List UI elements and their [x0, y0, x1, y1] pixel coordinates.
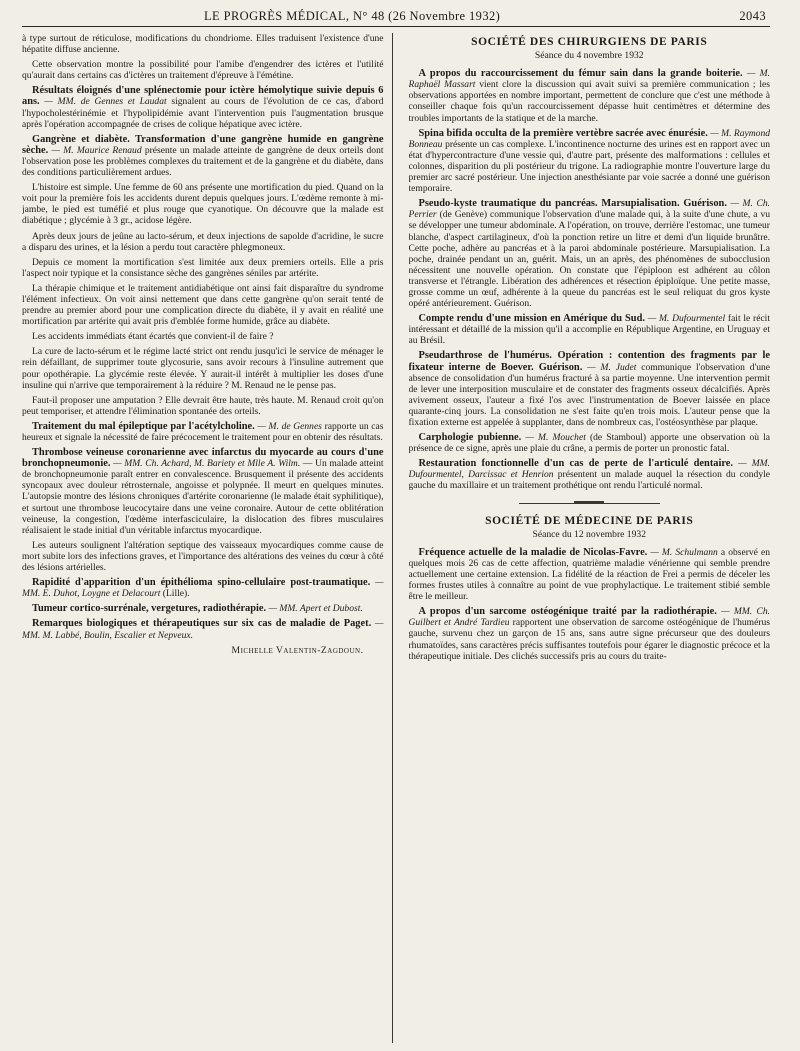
article-text: signalent au cours de l'évolution de ce cas, d'abord l'hypocholestérinémie et l'hypolipidémie avant l'intervention puis l'augmentation brusque après l'opération accompagnée de crises de colique hépatique avec ictère. — [22, 96, 384, 130]
paragraph: Les auteurs soulignent l'altération septique des vaisseaux myocardiques comme cause de mort subite lors des infections graves, et l'importance des altérations des veines du cœur à côté des lésions artérielles. — [22, 539, 384, 574]
two-column-body — [22, 33, 770, 1043]
section-separator — [409, 498, 771, 508]
article-humerus — [409, 350, 771, 428]
article-sarcome — [409, 606, 771, 661]
article-title: Gangrène et diabète. Transformation d'une gangrène humide en gangrène sèche. — [22, 133, 384, 156]
article-text: (Lille). — [160, 588, 190, 600]
paragraph: Depuis ce moment la mortification s'est limitée aux deux premiers orteils. Elle a pris l'aspect noir typique et la consistance sèche des gangrènes séniles par artérite. — [22, 256, 384, 279]
article-text: vient clore la discussion qui avait suivi sa première communication ; les observations apportées en nombre important, permettent de conclure que c'est une méthode à conseiller chaque fois qu'un raccourcissement dépasse huit centimètres et détermine des troubles importants de la statique et de la marche. — [408, 79, 770, 124]
paragraph: Faut-il proposer une amputation ? Elle devrait être haute, très haute. M. Renaud croit qu'on peut temporiser, et attendre l'élimination spontanée des orteils. — [22, 394, 384, 417]
running-header — [22, 0, 770, 27]
article-title: Spina bifida occulta de la première vertèbre sacrée avec énurésie. — [418, 127, 708, 139]
article-authors: — M. Raphaël Massart — [408, 68, 770, 91]
article-authors: — MM. Apert et Dubost. — [266, 603, 363, 615]
article-authors: — M. Dufourmentel — [644, 313, 726, 325]
article-text: (de Genève) communique l'observation d'une malade qui, à la suite d'une chute, a vu se développer une tumeur abdominale. A l'opération, on trouve, derrière l'estomac, une tumeur blanche, d'aspect cartilagineux, d'où la ponction retire un litre et demi d'un liquide brunâtre. Cette poche, adhère au pancréas et à la paroi abdominale postérieure. Marsupialisation. La poche, drainée pendant un an, guérit. Mais, un an après, des phénomènes de subocclusion nécessitent une nouvelle opération. On constate que l'épiploon est adhérent au côlon transverse et l'étrangle. Libération des adhérences et résection épiploïque. Une petite masse, grosse comme un œuf, adhérente à la queue du pancréas est le seul reliquat du gros kyste opéré antérieurement. Guérison. — [408, 209, 770, 310]
society-heading: SOCIÉTÉ DE MÉDECINE DE PARIS — [485, 514, 694, 527]
article-authors: — MM. E. Duhot, Loygne et Delacourt — [22, 577, 384, 600]
paragraph: Les accidents immédiats étant écartés que convient-il de faire ? — [32, 331, 274, 343]
article-carphologie — [409, 432, 771, 454]
article-authors: — MM. de Gennes et Laudat — [44, 96, 167, 108]
article-articule — [409, 458, 771, 491]
article-title: Pseudo-kyste traumatique du pancréas. Marsupialisation. Guérison. — [418, 198, 727, 210]
article-text: rapportent une observation de sarcome ostéogénique de l'humérus gauche, survenu chez un garçon de 15 ans, sans autre signe précurseur que des douleurs rhumatoïdes, sans caractères précis suffisantes toutefois pour égarer le diagnostic précoce et la thérapeutique initiale. Des clichés successifs pris au cours du traite- — [408, 617, 770, 662]
author-signature: Michelle Valentin-Zagdoun. — [231, 644, 364, 656]
article-text: a observé en quelques mois 26 cas de cette affection, quatrième maladie vénérienne qui semble prendre actuellement une certaine extension. La fidélité de la réaction de Frei a permis de déceler les formes frustes utiles à connaître au point de vue prophylactique. Le traitement stibié semble être le meilleur. — [408, 546, 770, 603]
page-number: 2043 — [739, 9, 766, 23]
article-tumeur — [22, 603, 384, 614]
article-title: Restauration fonctionnelle d'un cas de perte de l'articulé dentaire. — [418, 458, 733, 470]
article-title: Tumeur cortico-surrénale, vergetures, radiothérapie. — [32, 603, 267, 615]
session-date: Séance du 12 novembre 1932 — [532, 528, 646, 540]
article-title: Pseudarthrose de l'humérus. Opération : contention des fragments par le fixateur interne de Boever. Guérison. — [408, 350, 770, 373]
article-splenectomie — [22, 85, 384, 129]
article-thrombose — [22, 447, 384, 536]
article-title: Compte rendu d'une mission en Amérique du Sud. — [418, 313, 645, 325]
article-text: présente un cas complexe. L'incontinence nocturne des urines est en rapport avec un état d'hypercontracture d'une vessie qui, d'autre part, présente des malformations : cellules et colonnes, disparition du pli postérieur du trigone. La radiographie montre l'ouverture large du premier arc sacré postérieur. Une injection anesthésiante par voie sacrée a donné une guérison temporaire. — [408, 138, 770, 195]
article-spina-bifida — [409, 128, 771, 195]
article-text: rapporte un cas heureux et signale la nécessité de faire précocement le traitement pour en obtenir des résultats. — [22, 420, 384, 443]
article-authors: — M. Judet — [582, 361, 637, 373]
paragraph: La thérapie chimique et le traitement antidiabétique ont ainsi fait disparaître du syndrome l'élément infectieux. On voit ainsi nettement que dans cette gangrène qu'on serait tenté de prendre au premier abord pour une complication directe du diabète, il y avait en réalité une mortification par artérite qui avait pris d'emblée forme humide, grâce au diabète. — [22, 282, 384, 328]
article-authors: — M. de Gennes — [254, 420, 322, 432]
article-title: Remarques biologiques et thérapeutiques sur six cas de maladie de Paget. — [32, 618, 372, 630]
article-authors: — M. Maurice Renaud — [51, 144, 142, 156]
article-authors: — MM. Ch. Guilbert et André Tardieu — [408, 606, 770, 629]
left-column — [22, 33, 393, 1043]
right-column — [409, 33, 771, 1043]
article-title: Carphologie pubienne. — [418, 432, 522, 444]
paragraph: à type surtout de réticulose, modifications du chondriome. Elles traduisent l'existence d'une hépatite diffuse ancienne. — [22, 33, 384, 56]
paragraph: Cette observation montre la possibilité pour l'amibe d'engendrer des ictères et l'utilité qu'aurait dans certains cas d'ictères un traitement d'épreuve à l'émétine. — [22, 59, 384, 82]
article-title: Fréquence actuelle de la maladie de Nicolas-Favre. — [418, 546, 648, 558]
article-authors: — M. Schulmann — [647, 546, 718, 558]
journal-title: LE PROGRÈS MÉDICAL, N° 48 (26 Novembre 1932) — [204, 9, 501, 23]
article-authors: — M. Mouchet — [521, 432, 586, 444]
article-paget — [22, 618, 384, 640]
society-heading: SOCIÉTÉ DES CHIRURGIENS DE PARIS — [471, 36, 708, 48]
article-title: A propos du raccourcissement du fémur sain dans la grande boiterie. — [418, 68, 743, 80]
article-authors: — MM. Ch. Achard, M. Bariety et Mlle A. Wilm. — [110, 458, 301, 470]
article-title: Résultats éloignés d'une splénectomie pour ictère hémolytique suivie depuis 6 ans. — [22, 85, 384, 108]
article-text: présente un malade atteinte de gangrène de deux orteils dont l'observation pose les problèmes complexes du traitement et de la gangrène et du diabète, dans des conditions particulièrement ardues. — [22, 144, 384, 179]
article-text: communique l'observation d'une absence de consolidation d'un humérus fracturé à sa partie moyenne. Une intervention permit de lever une interposition musculaire et de constater des fragments osseux décalcifiés. Après avivement osseux, l'auteur a fixé l'os avec l'instrumentation de Boever laissée en place quarante-cinq jours. La consolidation ne s'est faite qu'en trois mois. L'auteur pense que la fixation externe est appelée à supplanter, dans de nombreux cas, l'ostéosynthèse par plaque. — [408, 361, 770, 428]
article-epithelioma — [22, 577, 384, 599]
article-title: Traitement du mal épileptique par l'acétylcholine. — [32, 420, 255, 432]
article-title: Rapidité d'apparition d'un épithélioma spino-cellulaire post-traumatique. — [32, 577, 371, 589]
paragraph: Après deux jours de jeûne au lacto-sérum, et deux injections de sapolde d'acridine, le sucre a disparu des urines, et la lésion a perdu tout caractère phlegmoneux. — [22, 230, 384, 253]
article-nicolas-favre — [409, 547, 771, 602]
article-text: — Un malade atteint de bronchopneumonie paraît entrer en convalescence. Brusquement il présente des accidents syncopaux avec douleur rétrosternale, angoisse et polypnée. Il meurt en quelques minutes. L'autopsie montre des lésions chroniques d'artérite coronarienne (le malade était syphilitique), et surtout une thrombose leucocytaire dans une veine coronaire. Autour de cette oblitération veineuse, la congestion, l'œdème interfasciculaire, la dislocation des fibres musculaires réalisaient le stade initial d'un véritable infarctus myocardique. — [22, 458, 384, 536]
session-date: Séance du 4 novembre 1932 — [534, 50, 644, 62]
article-text: (de Stamboul) apporte une observation où la présence de ce signe, après une plaie du crâne, a permis de porter un pronostic fatal. — [408, 432, 770, 455]
paragraph: L'histoire est simple. Une femme de 60 ans présente une mortification du pied. Quand on la voit pour la première fois les accidents durent depuis quelques jours. L'œdème remonte à mi-jambe, le pied est tuméfié et plus rouge que cyanotique. On découvre que la malade est diabétique ; glycémie à 3 gr., acidose légère. — [22, 182, 384, 227]
article-epilepsie — [22, 421, 384, 443]
article-title: A propos d'un sarcome ostéogénique traité par la radiothérapie. — [418, 606, 717, 618]
article-text: fait le récit intéressant et détaillé de la mission qu'il a accomplie en République Argentine, en Uruguay et au Brésil. — [408, 313, 770, 347]
article-pancreas — [409, 198, 771, 309]
article-gangrene — [22, 134, 384, 178]
article-authors: — M. Raymond Bonneau — [408, 127, 770, 150]
article-authors: — MM. M. Labbé, Boulin, Escalier et Nepveux. — [22, 618, 384, 641]
article-text: présentent un malade auquel la résection du condyle gauche du maxillaire et un traitement prothétique ont rendu l'articulé normal. — [408, 469, 770, 492]
paragraph: La cure de lacto-sérum et le régime lacté strict ont rendu jusqu'ici le service de ménager le rein défaillant, de supprimer toute glycosurie, sans avoir recours à l'insuline autrement que pour opothérapie. La glycémie reste élevée. Y aurait-il intérêt à multiplier les doses d'une insuline qui n'arrive que temporairement à la réduire ? M. Renaud ne le pense pas. — [22, 346, 384, 391]
article-mission — [409, 313, 771, 346]
article-femur — [409, 68, 771, 123]
article-authors: — MM. Dufourmentel, Darcissac et Henrion — [408, 458, 770, 481]
article-title: Thrombose veineuse coronarienne avec infarctus du myocarde au cours d'une bronchopneumonie. — [22, 447, 384, 470]
article-authors: — M. Ch. Perrier — [408, 198, 770, 221]
